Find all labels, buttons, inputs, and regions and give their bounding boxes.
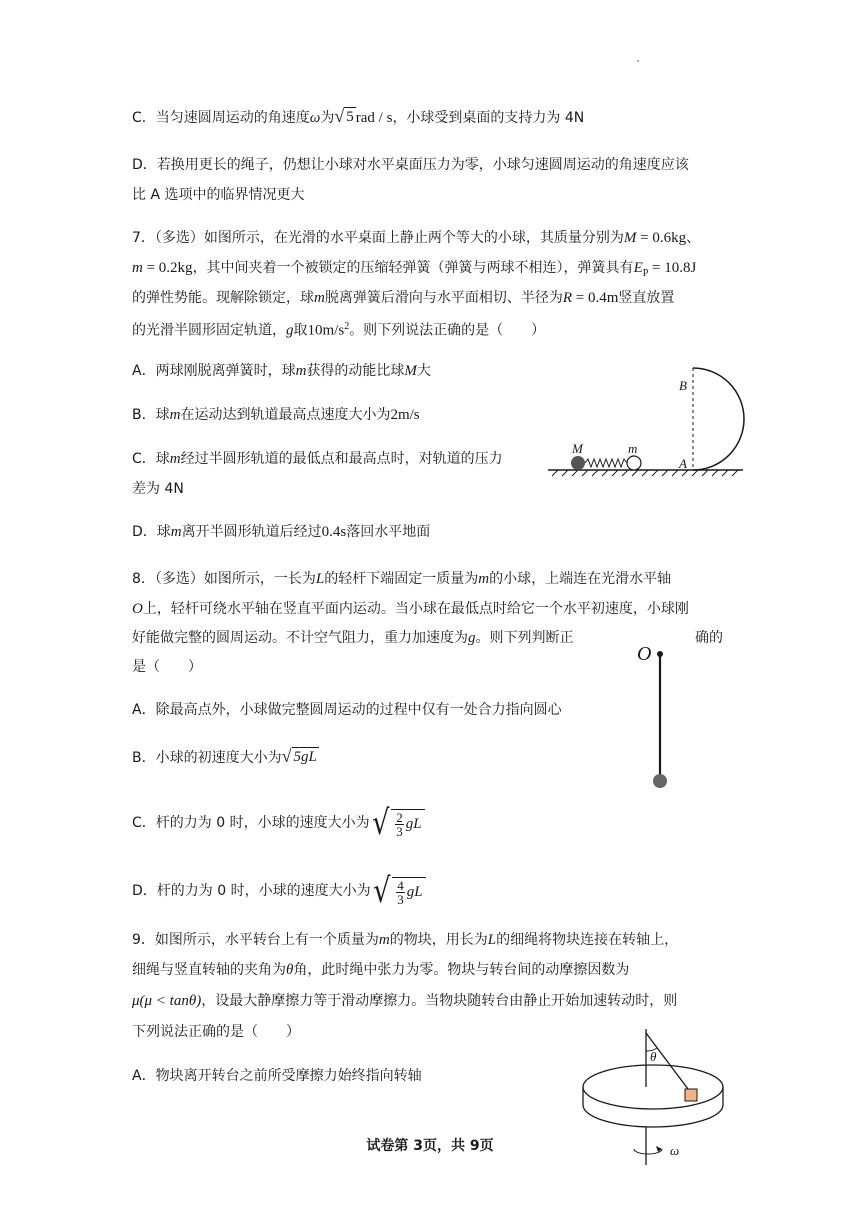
q8-stem-line3: 好能做完整的圆周运动。不计空气阻力，重力加速度为g。则下列判断正 — [132, 630, 574, 646]
q8-stem-line2: O上，轻杆可绕水平轴在竖直平面内运动。当小球在最低点时给它一个水平初速度，小球刚 — [132, 601, 689, 617]
q8-option-d: D．杆的力为 0 时，小球的速度大小为 √ $\frac{4}{3}$ gL — [132, 874, 426, 908]
q7-stem-line4: 的光滑半圆形固定轨道，g取$10m/s^2$。则下列说法正确的是（ ） — [132, 321, 546, 339]
page-footer: 试卷第 3页，共 9页 — [366, 1138, 494, 1154]
q9-stem-line1: 9．如图所示，水平转台上有一个质量为m的物块，用长为L的细绳将物块连接在转轴上， — [132, 932, 679, 948]
q7-option-d: D．球m离开半圆形轨道后经过0.4s落回水平地面 — [132, 524, 431, 540]
q7-option-c-line2: 差为 4N — [132, 481, 184, 497]
q7-stem-line3: 的弹性势能。现解除锁定，球m脱离弹簧后滑向与水平面相切、半径为R = 0.4m竖直放置 — [132, 290, 675, 306]
label-O: O — [637, 643, 652, 665]
q7-option-a: A．两球刚脱离弹簧时，球m获得的动能比球M大 — [132, 363, 431, 379]
ball-m — [627, 456, 641, 470]
q7-option-b: B．球m在运动达到轨道最高点速度大小为2m/s — [132, 407, 420, 423]
q8-stem-line4: 是（ ） — [132, 659, 202, 675]
q6-option-d-line2: 比 A 选项中的临界情况更大 — [132, 187, 305, 203]
block — [685, 1089, 697, 1101]
label-B: B — [679, 378, 687, 393]
ball-M — [571, 456, 585, 470]
q8-stem-line1: 8．（多选）如图所示，一长为L的轻杆下端固定一质量为m的小球，上端连在光滑水平轴 — [132, 571, 672, 587]
q7-stem-line1: 7．（多选）如图所示，在光滑的水平桌面上静止两个等大的小球，其质量分别为M = 0.6kg、 — [132, 230, 701, 246]
q7-figure — [548, 360, 748, 482]
q9-stem-line2: 细绳与竖直转轴的夹角为θ角，此时绳中张力为零。物块与转台间的动摩擦因数为 — [132, 962, 630, 978]
label-omega: ω — [670, 1143, 680, 1158]
q7-stem-line2: m = 0.2kg，其中间夹着一个被锁定的压缩轻弹簧（弹簧与两球不相连），弹簧具有$E_P = 10.8J$ — [132, 260, 697, 279]
page-dot — [637, 60, 639, 62]
q8-option-c: C．杆的力为 0 时，小球的速度大小为 √ $\frac{2}{3}$ gL — [132, 806, 425, 840]
q8-option-b: B．小球的初速度大小为 √ 5gL — [132, 746, 317, 766]
spring — [585, 459, 627, 467]
q6-option-c: C．当匀速圆周运动的角速度ω为 √ 5 rad / s，小球受到桌面的支持力为 4N — [132, 106, 585, 126]
label-m: m — [628, 441, 638, 456]
q9-option-a: A．物块离开转台之前所受摩擦力始终指向转轴 — [132, 1068, 422, 1084]
q8-option-a: A．除最高点外，小球做完整圆周运动的过程中仅有一处合力指向圆心 — [132, 702, 562, 718]
turntable-top — [583, 1065, 723, 1109]
q7-option-c-line1: C．球m经过半圆形轨道的最低点和最高点时，对轨道的压力 — [132, 451, 503, 467]
label-theta: θ — [650, 1049, 657, 1064]
label-A: A — [679, 456, 687, 471]
q9-stem-line3: μ(μ < tanθ)，设最大静摩擦力等于滑动摩擦力。当物块随转台由静止开始加速转动时，则 — [132, 993, 678, 1009]
ball — [653, 774, 667, 788]
q8-figure — [630, 638, 690, 798]
q9-stem-line4: 下列说法正确的是（ ） — [132, 1024, 300, 1040]
semicircle-track — [693, 368, 744, 470]
ground-hatch — [552, 470, 738, 476]
q8-stem-line3-tail: 确的 — [695, 630, 723, 646]
label-M: M — [572, 441, 583, 456]
q6-option-d-line1: D．若换用更长的绳子，仍想让小球对水平桌面压力为零，小球匀速圆周运动的角速度应该 — [132, 157, 689, 173]
